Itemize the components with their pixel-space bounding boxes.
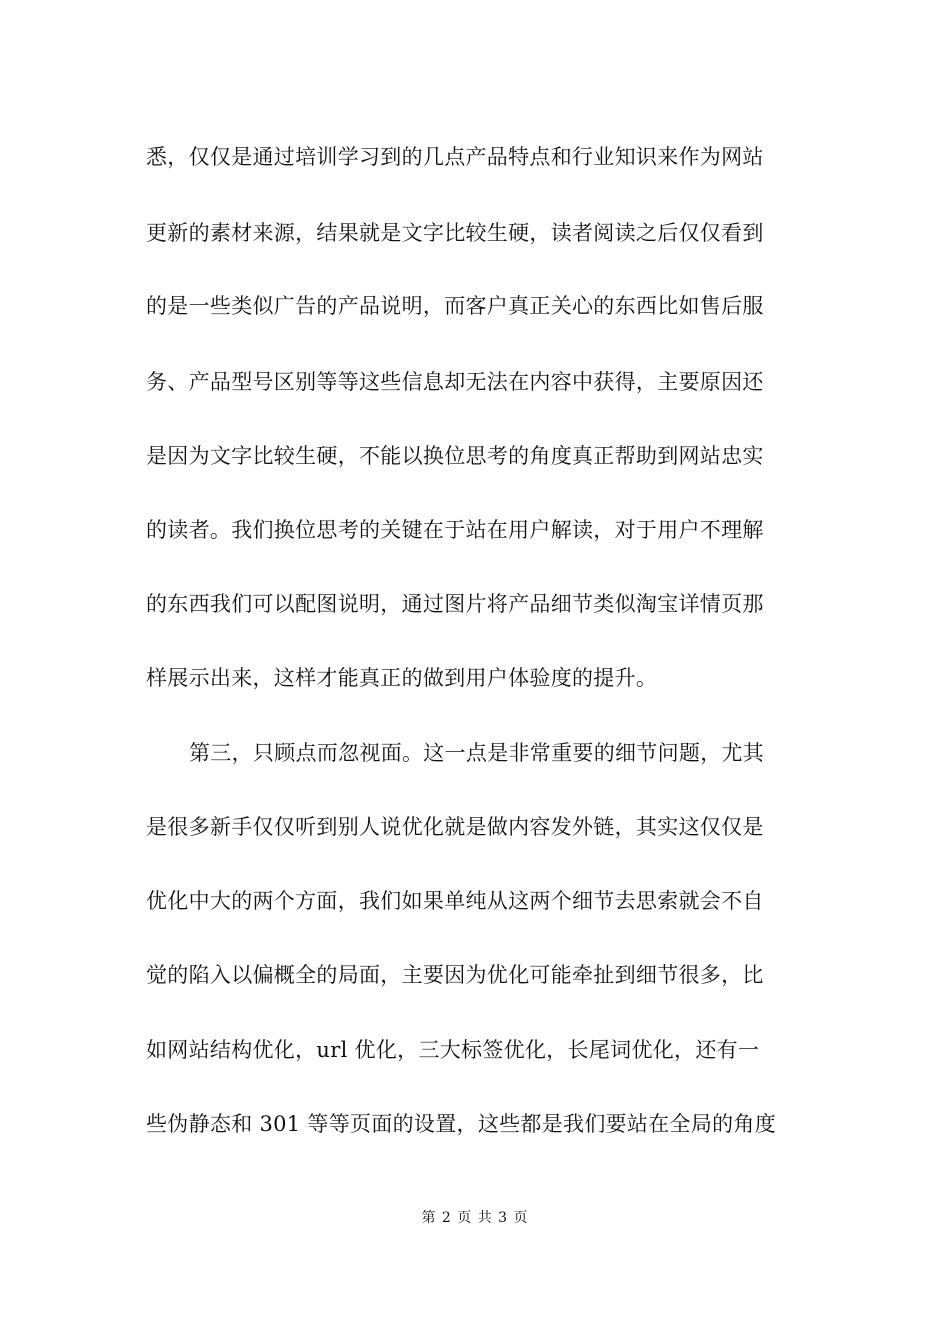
paragraph-line: 务、产品型号区别等等这些信息却无法在内容中获得，主要原因还 xyxy=(146,370,764,394)
paragraph-line: 悉，仅仅是通过培训学习到的几点产品特点和行业知识来作为网站 xyxy=(146,145,764,169)
paragraph-line: 更新的素材来源，结果就是文字比较生硬，读者阅读之后仅仅看到 xyxy=(146,221,764,245)
paragraph-line: 觉的陷入以偏概全的局面，主要因为优化可能牵扯到细节很多，比 xyxy=(146,963,764,987)
paragraph-line: 样展示出来，这样才能真正的做到用户体验度的提升。 xyxy=(146,666,658,690)
paragraph-first-line: 第三，只顾点而忽视面。这一点是非常重要的细节问题，尤其 xyxy=(189,741,765,765)
paragraph-line: 是因为文字比较生硬，不能以换位思考的角度真正帮助到网站忠实 xyxy=(146,444,764,468)
paragraph-line: 是很多新手仅仅听到别人说优化就是做内容发外链，其实这仅仅是 xyxy=(146,815,764,839)
paragraph-line: 如网站结构优化，url 优化，三大标签优化，长尾词优化，还有一 xyxy=(146,1038,760,1062)
paragraph-line: 些伪静态和 301 等等页面的设置，这些都是我们要站在全局的角度 xyxy=(146,1112,777,1136)
paragraph-line: 的东西我们可以配图说明，通过图片将产品细节类似淘宝详情页那 xyxy=(146,592,764,616)
paragraph-line: 优化中大的两个方面，我们如果单纯从这两个细节去思索就会不自 xyxy=(146,889,764,913)
paragraph-line: 的是一些类似广告的产品说明，而客户真正关心的东西比如售后服 xyxy=(146,294,764,318)
paragraph-line: 的读者。我们换位思考的关键在于站在用户解读，对于用户不理解 xyxy=(146,518,764,542)
page-number-footer: 第 2 页 共 3 页 xyxy=(421,1210,529,1226)
